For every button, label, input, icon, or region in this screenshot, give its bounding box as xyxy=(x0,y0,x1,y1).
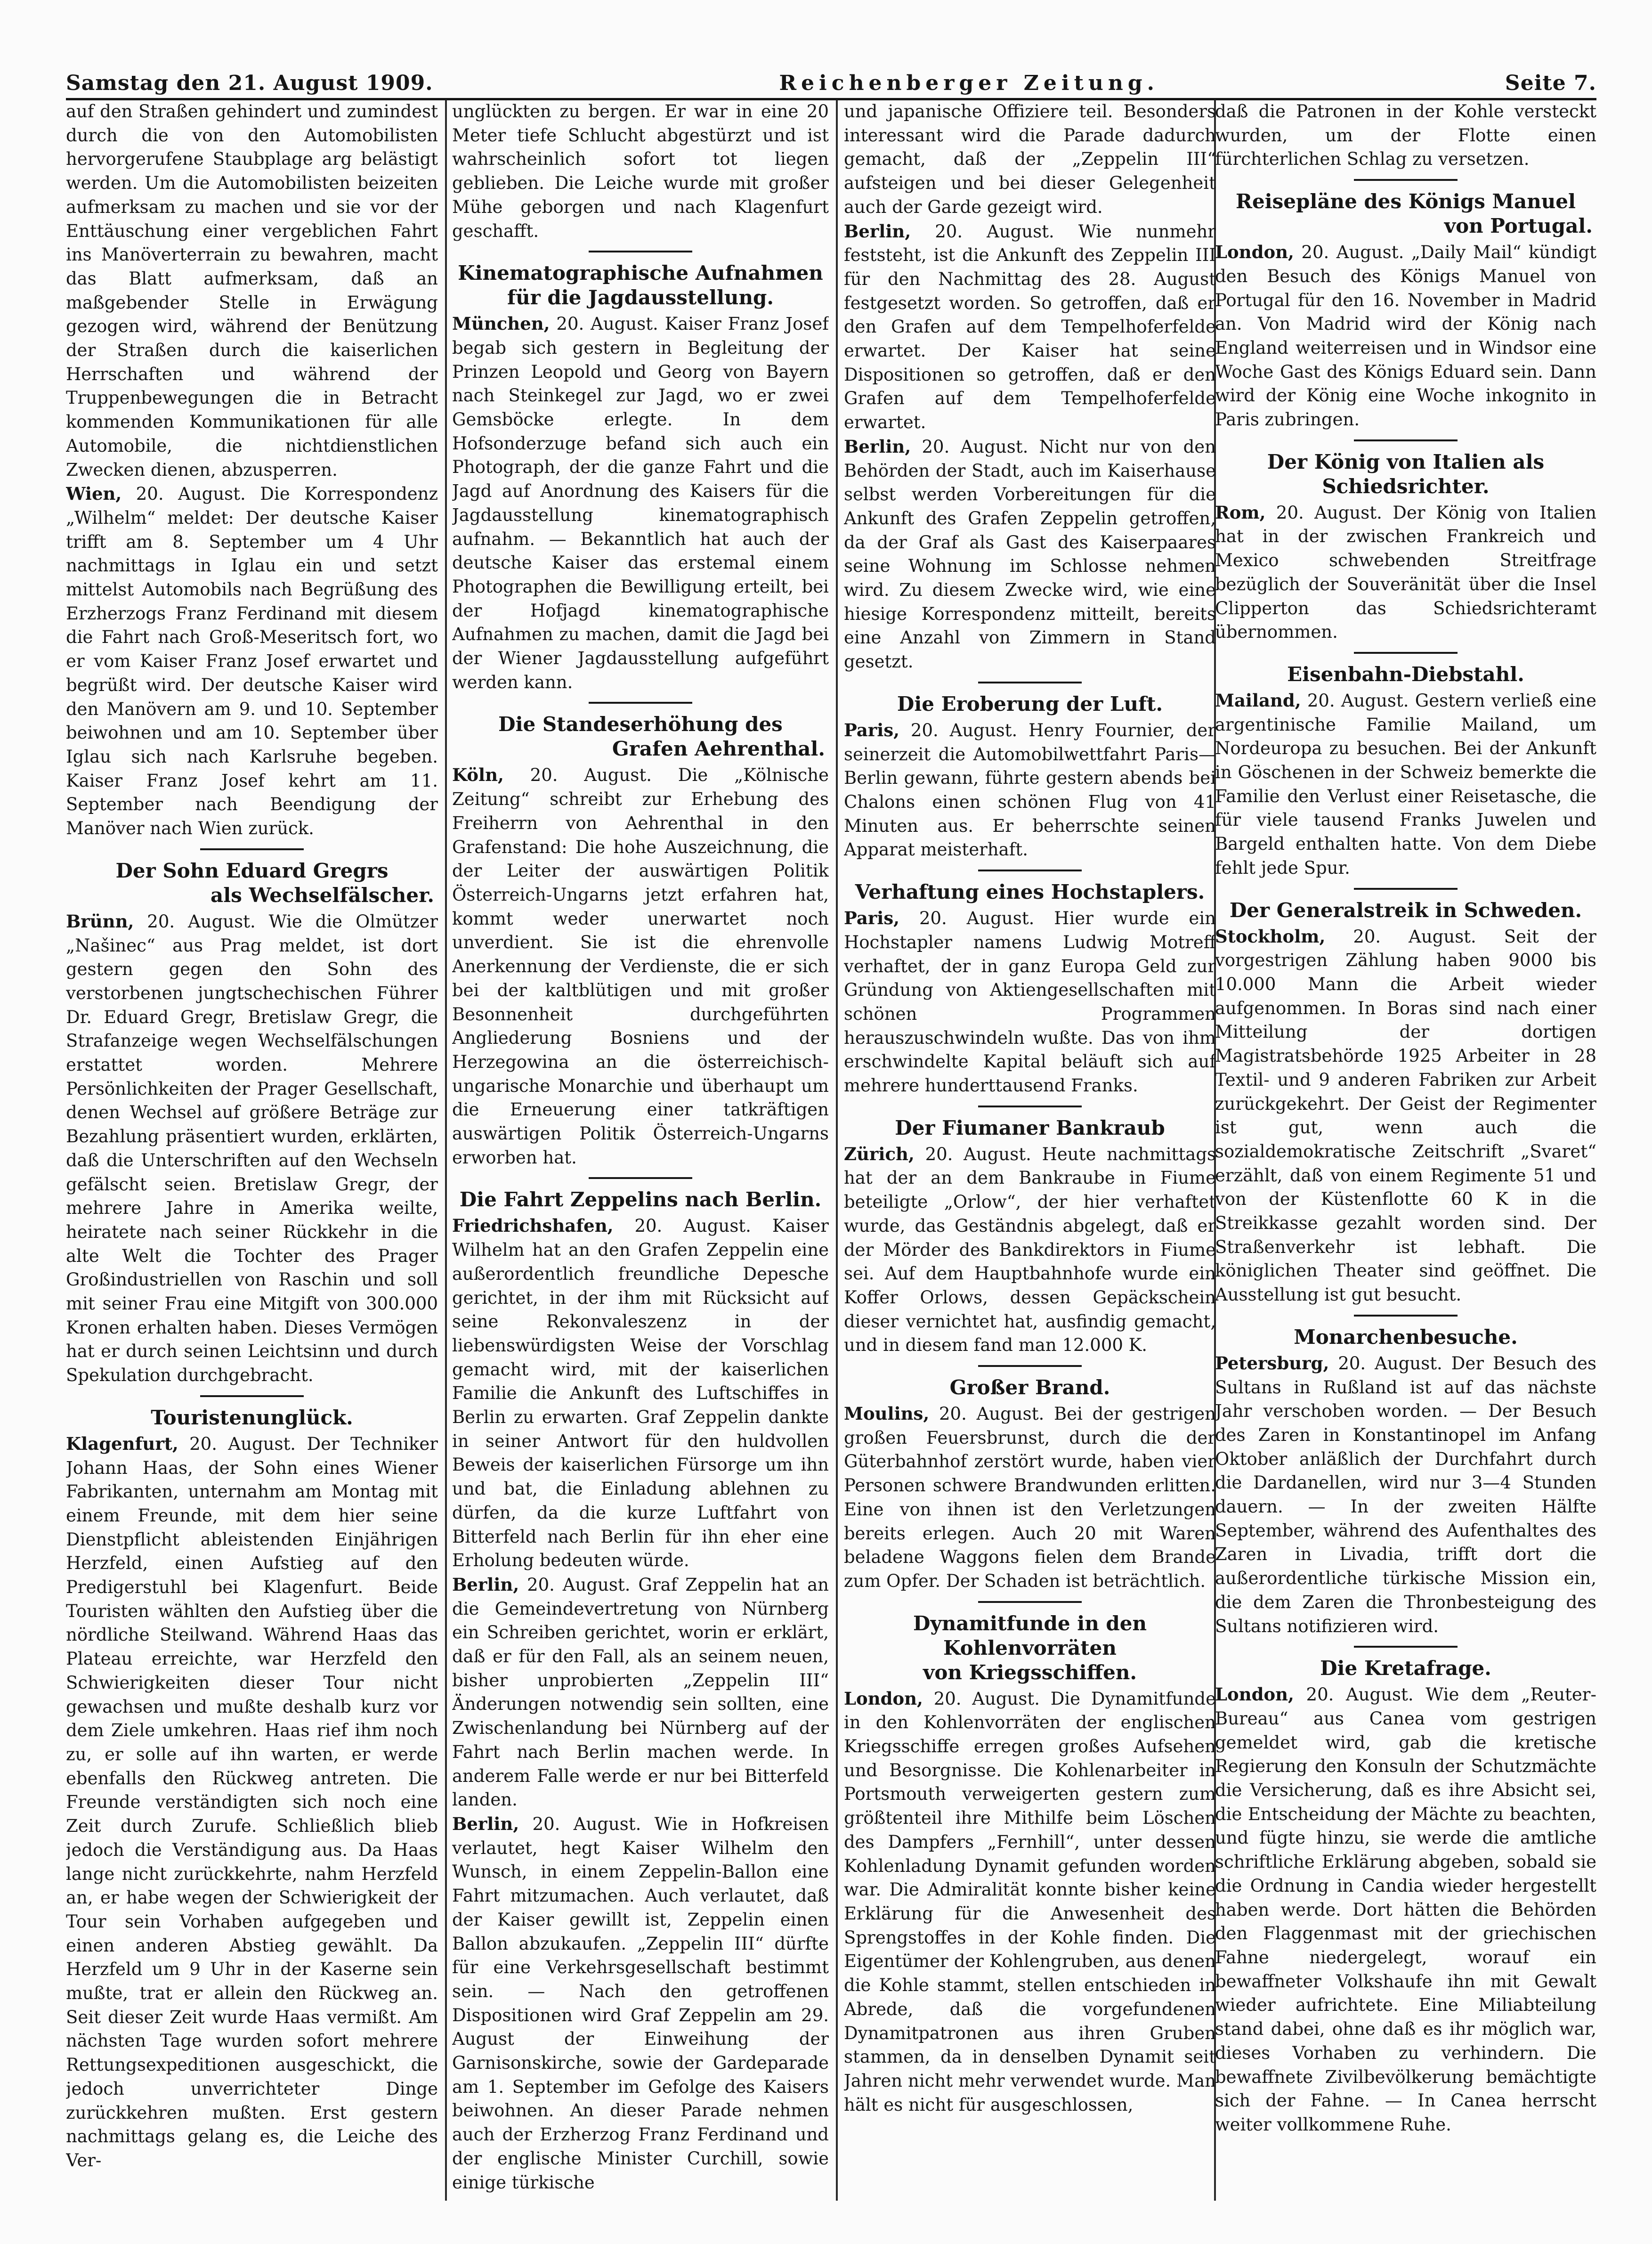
headline-line: Touristenunglück. xyxy=(151,1406,353,1429)
page-number: Seite 7. xyxy=(1505,71,1596,95)
section-rule xyxy=(589,251,692,252)
section-rule xyxy=(978,1601,1082,1603)
section-rule xyxy=(200,848,304,850)
headline-line: Die Fahrt Zeppelins nach Berlin. xyxy=(459,1188,822,1211)
section-rule xyxy=(978,1106,1082,1107)
headline-line: Großer Brand. xyxy=(949,1376,1110,1399)
article-body: 20. August. „Daily Mail“ kündigt den Besuch des Königs Manuel von Portugal für den 16. November in Madrid an. Von Madrid wird der König nach England weiterreisen und in Windsor eine Woche Gast des Königs Eduard sein. Dann wird der König eine Woche inkognito in Paris zubringen. xyxy=(1215,242,1596,430)
dateline: Petersburg, xyxy=(1215,1352,1329,1374)
article-touristen xyxy=(66,1432,438,2173)
headline-touristen xyxy=(66,1406,438,1430)
article-zeppelin-2 xyxy=(452,1573,829,1812)
article-continuation: unglückten zu bergen. Er war in eine 20 Meter tiefe Schlucht abgestürzt und ist wahrscheinlich sofort tot liegen geblieben. Die Leiche wurde mit großer Mühe geborgen und nach Klagenfurt geschafft. xyxy=(452,101,829,241)
dateline: London, xyxy=(844,1688,923,1709)
dateline: Berlin, xyxy=(844,220,911,242)
article-body: 20. August. Kaiser Franz Josef begab sich gestern in Begleitung der Prinzen Leopold und Georg von Bayern nach Steinkegel zur Jagd, wo er zwei Gemsböcke erlegte. In dem Hofsonderzuge befand sich auch ein Photograph, der die ganze Fahrt und die Jagd auf Anordnung des Kaisers für die Jagdausstellung kinematographisch aufnahm. — Bekanntlich hat auch der deutsche Kaiser das erstemal einem Photographen die Bewilligung erteilt, bei der Hofjagd kinematographische Aufnahmen zu machen, damit die Jagd bei der Wiener Jagdausstellung aufgeführt werden kann. xyxy=(452,314,829,692)
article-manuel xyxy=(1215,240,1596,432)
column-divider xyxy=(836,100,838,2201)
article-body: 20. August. Bei der gestrigen großen Feuersbrunst, durch die der Güterbahnhof zerstört wurde, haben vier Personen schwere Brandwunden erlitten. Eine von ihnen ist den Verletzungen bereits erlegen. Auch 20 mit Waren beladene Waggons fielen dem Brande zum Opfer. Der Schaden ist beträchtlich. xyxy=(844,1404,1216,1591)
article-eisenbahn xyxy=(1215,689,1596,880)
article-luft xyxy=(844,718,1216,862)
column-3 xyxy=(844,100,1216,2201)
header-date: Samstag den 21. August 1909. xyxy=(66,71,433,95)
dateline: Berlin, xyxy=(452,1574,519,1595)
headline-line: Die Kretafrage. xyxy=(1320,1657,1491,1680)
section-rule xyxy=(1354,652,1458,654)
dateline: Wien, xyxy=(66,483,122,504)
headline-line: Dynamitfunde in den Kohlenvorräten xyxy=(913,1611,1147,1659)
dateline: Berlin, xyxy=(452,1813,519,1834)
headline-gregr xyxy=(66,859,438,908)
article-continuation: daß die Patronen in der Kohle versteckt wurden, um der Flotte einen fürchterlichen Schlag zu versetzen. xyxy=(1215,101,1596,170)
article-body: 20. August. Henry Fournier, der seinerzeit die Automobilwettfahrt Paris—Berlin gewann, führte gestern abends bei Chalons einen schönen Flug von 41 Minuten aus. Er beherrschte seinen Apparat meisterhaft. xyxy=(844,720,1216,860)
section-rule xyxy=(1354,179,1458,181)
headline-line: Reisepläne des Königs Manuel xyxy=(1236,190,1576,213)
column-2 xyxy=(452,100,829,2201)
headline-line: Grafen Aehrenthal. xyxy=(612,737,825,761)
dateline: Paris, xyxy=(844,719,900,740)
headline-line: Der Generalstreik in Schweden. xyxy=(1229,898,1582,922)
section-rule xyxy=(200,1395,304,1397)
article-continuation: auf den Straßen gehindert und zumindest durch die von den Automobilisten hervorgerufene Staubplage arg belästigt werden. Um die Automobilisten beizeiten aufmerksam zu machen und sie vor der Enttäuschung einer vergeblichen Fahrt ins Manöverterrain zu bewahren, macht das Blatt aufmerksam, daß an maßgebender Stelle in Erwägung gezogen wird, während der Benützung der Straßen durch die kaiserlichen Herrschaften und während der Truppenbewegungen die in Betracht kommenden Kommunikationen für alle Automobile, die nichtdienstlichen Zwecken dienen, abzusperren. xyxy=(66,101,438,480)
article-body: 20. August. Nicht nur von den Behörden der Stadt, auch im Kaiserhause selbst werden Vorbereitungen für die Ankunft des Grafen Zeppelin getroffen, da der Graf als Gast des Kaiserpaares seine Wohnung im Schlosse nehmen wird. Zu diesem Zwecke wird, wie eine hiesige Korrespondenz mitteilt, bereits eine Anzahl von Zimmern in Stand gesetzt. xyxy=(844,436,1216,672)
headline-streik xyxy=(1215,898,1596,923)
article-body: 20. August. Der Techniker Johann Haas, der Sohn eines Wiener Fabrikanten, unternahm am Montag mit einem Freunde, mit dem hier seine Dienstpflicht ableistenden Einjährigen Herzfeld, einen Aufstieg auf den Predigerstuhl bei Klagenfurt. Beide Touristen wählten den Aufstieg über die nördliche Steilwand. Während Haas das Plateau erreichte, war Herzfeld den Schwierigkeiten dieser Tour nicht gewachsen und mußte deshalb kurz vor dem Ziele umkehren. Haas rief ihm noch zu, er solle auf ihn warten, er werde ebenfalls den Rückweg antreten. Die Freunde verständigten sich noch eine Zeit durch Zurufe. Schließlich blieb jedoch die Verständigung aus. Da Haas lange nicht zurückkehrte, nahm Herzfeld an, er habe wegen der Schwierigkeit der Tour sein Vorhaben aufgegeben und einen anderen Abstieg gewählt. Da Herzfeld um 9 Uhr in der Kaserne sein mußte, trat er allein den Rückweg an. Seit dieser Zeit wurde Haas vermißt. Am nächsten Tage wurden sofort mehrere Rettungsexpeditionen ausgeschickt, die jedoch unverrichteter Dinge zurückkehren mußten. Erst gestern nachmittags gelang es, die Leiche des Ver- xyxy=(66,1433,438,2171)
masthead xyxy=(66,61,1596,100)
headline-dynamit xyxy=(844,1611,1216,1685)
dateline: Klagenfurt, xyxy=(66,1433,178,1454)
dateline: Brünn, xyxy=(66,911,134,932)
article-berlin-2 xyxy=(844,435,1216,674)
dateline: Stockholm, xyxy=(1215,926,1326,947)
headline-monarchen xyxy=(1215,1325,1596,1350)
headline-zeppelin xyxy=(452,1187,829,1212)
article-body: 20. August. Seit der vorgestrigen Zählung haben 9000 bis 10.000 Mann die Arbeit wieder aufgenommen. In Boras sind nach einer Mitteilung der dortigen Magistratsbehörde 1925 Arbeiter in 28 Textil- und 9 anderen Fabriken zur Arbeit zurückgekehrt. Der Geist der Regimenter ist gut, wenn auch die sozialdemokratische Zeitschrift „Svaret“ erzählt, daß von einem Regimente 51 und von der Küstenflotte 60 K in die Streikkasse gezahlt worden sind. Der Straßenverkehr ist lebhaft. Die königlichen Theater sind geöffnet. Die Ausstellung ist gut besucht. xyxy=(1215,926,1596,1305)
section-rule xyxy=(978,870,1082,871)
headline-italien xyxy=(1215,450,1596,499)
section-rule xyxy=(978,1365,1082,1367)
dateline: London, xyxy=(1215,242,1294,263)
headline-kreta xyxy=(1215,1656,1596,1681)
article-body: 20. August. Wie dem „Reuter-Bureau“ aus Canea vom gestrigen gemeldet wird, gab die kretische Regierung den Konsuln der Schutzmächte die Versicherung, daß es ihre Absicht sei, die Entscheidung der Mächte zu beachten, und fügte hinzu, sie werde die amtliche schriftliche Erklärung abgeben, sobald sie die Ordnung in Candia wieder hergestellt haben werde. Dort hätten die Behörden den Flaggenmast mit der griechischen Fahne niedergelegt, worauf ein bewaffneter Volkshaufe ihn mit Gewalt wieder aufrichtete. Eine Miliabteilung stand dabei, ohne daß es ihr möglich war, dieses Vorhaben zu verhindern. Die bewaffnete Zivilbevölkerung bemächtigte sich der Fahne. — In Canea herrscht weiter vollkommene Ruhe. xyxy=(1215,1684,1596,2135)
article-body: 20. August. Graf Zeppelin hat an die Gemeindevertretung von Nürnberg ein Schreiben gerichtet, worin er erklärt, daß er für den Fall, als an seinem neuen, bisher unprobierten „Zeppelin III“ Änderungen notwendig sein sollten, eine Zwischenlandung bei Nürnberg auf der Fahrt nach Berlin machen werde. In anderem Falle werde er nur bei Bitterfeld landen. xyxy=(452,1574,829,1810)
article-continuation: und japanische Offiziere teil. Besonders interessant wird die Parade dadurch gemacht, daß der „Zeppelin III“ aufsteigen und bei dieser Gelegenheit auch der Garde gezeigt wird. xyxy=(844,101,1216,217)
section-rule xyxy=(589,702,692,704)
headline-aehrenthal xyxy=(452,712,829,761)
section-rule xyxy=(1354,1646,1458,1648)
headline-line: Kinematographische Aufnahmen xyxy=(458,261,823,285)
headline-line: Monarchenbesuche. xyxy=(1294,1325,1518,1349)
article-kreta xyxy=(1215,1683,1596,2137)
article-streik xyxy=(1215,925,1596,1307)
article-body: 20. August. Heute nachmittags hat der an dem Bankraube in Fiume beteiligte „Orlow“, der hier verhaftet wurde, das Geständnis abgelegt, daß er der Mörder des Bankdirektors in Fiume sei. Auf dem Hauptbahnhofe wurde ein Koffer Orlows, dessen Gepäckschein dieser vernichtet hat, ausfindig gemacht, und in diesem fand man 12.000 K. xyxy=(844,1144,1216,1356)
article-gregr xyxy=(66,910,438,1388)
headline-line: Verhaftung eines Hochstaplers. xyxy=(855,880,1205,904)
article-aehrenthal xyxy=(452,763,829,1170)
dateline: Berlin, xyxy=(844,436,911,457)
article-body: 20. August. Kaiser Wilhelm hat an den Grafen Zeppelin eine außerordentlich freundliche Depesche gerichtet, in der ihm mit Rücksicht auf seine Rekonvaleszenz in der liebenswürdigsten Weise der Vorschlag gemacht wird, mit der kaiserlichen Familie die Ankunft des Luftschiffes in Berlin zu erwarten. Graf Zeppelin dankte in seiner Antwort für den huldvollen Beweis der kaiserlichen Fürsorge um ihn und bat, die Einladung ablehnen zu dürfen, da die kurze Luftfahrt von Bitterfeld nach Berlin für ihn eher eine Erholung bedeuten würde. xyxy=(452,1216,829,1571)
dateline: Paris, xyxy=(844,908,900,929)
article-berlin-1 xyxy=(844,220,1216,435)
article-body: 20. August. Wie in Hofkreisen verlautet, hegt Kaiser Wilhelm den Wunsch, in einem Zeppelin-Ballon eine Fahrt mitzumachen. Auch verlautet, daß der Kaiser gewillt ist, Zeppelin einen Ballon abzukaufen. „Zeppelin III“ dürfte für eine Verkehrsgesellschaft bestimmt sein. — Nach den getroffenen Dispositionen wird Graf Zeppelin am 29. August der Einweihung der Garnisonskirche, sowie der Gardeparade am 1. September im Gefolge des Kaisers beiwohnen. An dieser Parade nehmen auch der Erzherzog Franz Ferdinand und der englische Minister Curchill, sowie einige türkische xyxy=(452,1814,829,2193)
headline-line: von Portugal. xyxy=(1444,214,1593,238)
dateline: München, xyxy=(452,313,550,334)
article-body: 20. August. Die Dynamitfunde in den Kohlenvorräten der englischen Kriegsschiffe erregen großes Aufsehen und Besorgnisse. Die Kohlenarbeiter in Portsmouth verweigerten gestern zum größtenteil ihre Mithilfe beim Löschen des Dampfers „Fernhill“, unter dessen Kohlenladung Dynamit gefunden worden war. Die Admiralität konnte bisher keine Erklärung für die Anwesenheit des Sprengstoffes in der Kohle finden. Die Eigentümer der Kohlengruben, aus denen die Kohle stammt, stellen entschieden in Abrede, daß die vorgefundenen Dynamitpatronen aus ihren Gruben stammen, da in denselben Dynamit seit Jahren nicht mehr verwendet wurde. Man hält es nicht für ausgeschlossen, xyxy=(844,1688,1216,2115)
headline-line: Eisenbahn-Diebstahl. xyxy=(1287,662,1524,686)
article-fiume xyxy=(844,1142,1216,1358)
headline-line: Der Fiumaner Bankraub xyxy=(895,1116,1165,1139)
newspaper-title: Reichenberger Zeitung. xyxy=(779,71,1159,95)
section-rule xyxy=(1354,439,1458,441)
article-body: 20. August. Der König von Italien hat in der zwischen Frankreich und Mexico schwebenden Streitfrage bezüglich der Souveränität über die Insel Clipperton das Schiedsrichteramt übernommen. xyxy=(1215,502,1596,642)
headline-line: Die Standeserhöhung des xyxy=(498,713,783,736)
dateline: Köln, xyxy=(452,764,504,786)
article-italien xyxy=(1215,501,1596,644)
article-monarchen xyxy=(1215,1351,1596,1638)
headline-line: Der König von Italien als Schiedsrichter. xyxy=(1267,450,1545,498)
article-body: 20. August. Die „Kölnische Zeitung“ schreibt zur Erhebung des Freiherrn von Aehrenthal in den Grafenstand: Die hohe Auszeichnung, die der Leiter der auswärtigen Politik Österreich-Ungarns jetzt erfahren hat, kommt weder unerwartet noch unverdient. Sie ist die ehrenvolle Anerkennung der Verdienste, die er sich bei der kaltblütigen und mit großer Besonnenheit durchgeführten Angliederung Bosniens und der Herzegowina an die österreichisch-ungarische Monarchie und überhaupt um die Erneuerung einer tatkräftigen auswärtigen Politik Österreich-Ungarns erworben hat. xyxy=(452,765,829,1168)
dateline: Zürich, xyxy=(844,1143,915,1164)
article-dynamit xyxy=(844,1687,1216,2117)
headline-line: für die Jagdausstellung. xyxy=(507,286,774,309)
article-body: 20. August. Wie die Olmützer „Našinec“ aus Prag meldet, ist dort gestern gegen den Sohn des verstorbenen jungtschechischen Führer Dr. Eduard Gregr, Bretislaw Gregr, die Strafanzeige wegen Wechselfälschungen erstattet worden. Mehrere Persönlichkeiten der Prager Gesellschaft, denen Wechsel auf größere Beträge zur Bezahlung präsentiert wurden, erklärten, daß die Unterschriften auf den Wechseln gefälscht seien. Bretislaw Gregr, der mehrere Jahre in Amerika weilte, heiratete nach seiner Rückkehr in die alte Welt die Tochter des Prager Großindustriellen von Raschin und soll mit seiner Frau eine Mitgift von 300.000 Kronen erhalten haben. Dieses Vermögen hat er durch seinen Leichtsinn und durch Spekulation durchgebracht. xyxy=(66,911,438,1386)
article-body: 20. August. Die Korrespondenz „Wilhelm“ meldet: Der deutsche Kaiser trifft am 8. September um 4 Uhr nachmittags in Iglau ein und setzt mittelst Automobils nach Begrüßung des Erzherzogs Franz Ferdinand mit diesem die Fahrt nach Groß-Meseritsch fort, wo er vom Kaiser Franz Josef erwartet und begrüßt wird. Der deutsche Kaiser wird den Manövern am 9. und 10. September beiwohnen und am 10. September über Iglau sich nach Karlsruhe begeben. Kaiser Franz Josef kehrt am 11. September nach Beendigung der Manöver nach Wien zurück. xyxy=(66,484,438,839)
column-1 xyxy=(66,100,438,2201)
section-rule xyxy=(1354,1315,1458,1317)
article-zeppelin xyxy=(452,1214,829,1573)
article-body: 20. August. Der Besuch des Sultans in Rußland ist auf das nächste Jahr verschoben worden. — Der Besuch des Zaren in Konstantinopel im Anfang Oktober anläßlich der Durchfahrt durch die Dardanellen, wird nur 3—4 Stunden dauern. — In der zweiten Hälfte September, während des Aufenthaltes des Zaren in Livadia, trifft dort die außerordentliche türkische Mission ein, die dem Zaren die Thronbesteigung des Sultans notifizieren wird. xyxy=(1215,1353,1596,1636)
headline-manuel xyxy=(1215,189,1596,238)
dateline: London, xyxy=(1215,1684,1294,1705)
headline-eisenbahn xyxy=(1215,662,1596,687)
dateline: Moulins, xyxy=(844,1403,930,1424)
article-hochstapler xyxy=(844,906,1216,1098)
column-divider xyxy=(445,100,447,2201)
section-rule xyxy=(1354,888,1458,890)
headline-line: von Kriegsschiffen. xyxy=(923,1660,1137,1684)
article-body: 20. August. Wie nunmehr feststeht, ist die Ankunft des Zeppelin III für den Nachmittag des 28. August festgesetzt worden. So getroffen, daß er den Grafen auf dem Tempelhoferfelde erwartet. Der Kaiser hat seine Dispositionen so getroffen, daß er den Grafen auf dem Tempelhoferfelde erwartet. xyxy=(844,221,1216,433)
article-body: 20. August. Gestern verließ eine argentinische Familie Mailand, um Nordeuropa zu besuchen. Bei der Ankunft in Göschenen in der Schweiz bemerkte die Familie den Verlust einer Reisetasche, die für viele tausend Franks Juwelen und Bargeld enthalten hatte. Von dem Diebe fehlt jede Spur. xyxy=(1215,690,1596,878)
headline-brand xyxy=(844,1375,1216,1400)
dateline: Rom, xyxy=(1215,502,1266,523)
section-rule xyxy=(589,1177,692,1179)
headline-luft xyxy=(844,692,1216,716)
headline-line: als Wechselfälscher. xyxy=(211,883,434,907)
article-brand xyxy=(844,1402,1216,1594)
headline-hochstapler xyxy=(844,880,1216,904)
article-wien xyxy=(66,482,438,841)
article-kino xyxy=(452,312,829,694)
dateline: Mailand, xyxy=(1215,690,1301,711)
article-body: 20. August. Hier wurde ein Hochstapler namens Ludwig Motreff verhaftet, der in ganz Europa Geld zur Gründung von Aktiengesellschaften mit schönen Programmen herauszuschwindeln wußte. Das von ihm erschwindelte Kapital beläuft sich auf mehrere hunderttausend Franks. xyxy=(844,908,1216,1096)
headline-line: Der Sohn Eduard Gregrs xyxy=(115,859,389,882)
article-zeppelin-3 xyxy=(452,1812,829,2195)
section-rule xyxy=(978,682,1082,683)
headline-kino xyxy=(452,261,829,310)
headline-fiume xyxy=(844,1116,1216,1140)
headline-line: Die Eroberung der Luft. xyxy=(897,692,1163,715)
column-4 xyxy=(1215,100,1596,2201)
dateline: Friedrichshafen, xyxy=(452,1215,614,1236)
